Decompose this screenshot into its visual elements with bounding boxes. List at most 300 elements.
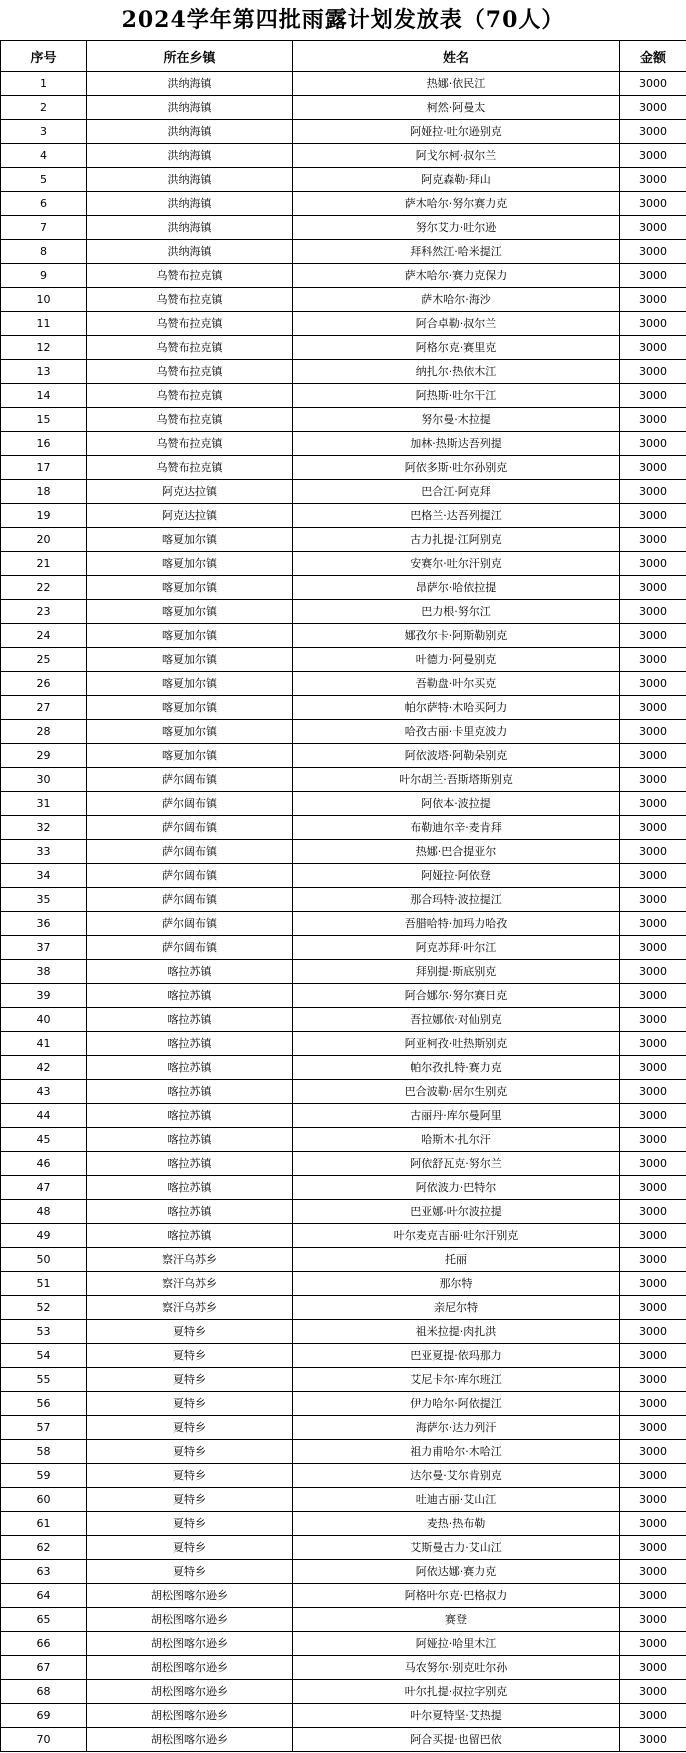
row-township: 阿克达拉镇 [87,480,293,504]
header-index: 序号 [1,41,87,72]
row-township: 喀夏加尔镇 [87,528,293,552]
table-row [1,768,686,792]
table-row [1,744,686,768]
row-name: 帕尔孜扎特·赛力克 [293,1056,620,1080]
row-amount: 3000 [620,216,686,240]
row-township: 夏特乡 [87,1392,293,1416]
row-name: 阿合娜尔·努尔赛日克 [293,984,620,1008]
table-row [1,312,686,336]
row-amount: 3000 [620,1224,686,1248]
table-row [1,720,686,744]
row-amount: 3000 [620,888,686,912]
row-amount: 3000 [620,1632,686,1656]
row-township: 夏特乡 [87,1368,293,1392]
table-row [1,1272,686,1296]
row-name: 阿克苏拜·叶尔江 [293,936,620,960]
row-township: 洪纳海镇 [87,168,293,192]
table-row [1,1416,686,1440]
row-name: 叶德力·阿曼别克 [293,648,620,672]
table-row [1,432,686,456]
row-township: 胡松图喀尔逊乡 [87,1656,293,1680]
row-amount: 3000 [620,960,686,984]
row-amount: 3000 [620,1512,686,1536]
row-name: 阿合卓勒·叔尔兰 [293,312,620,336]
row-township: 胡松图喀尔逊乡 [87,1728,293,1752]
row-index: 49 [1,1224,87,1248]
row-amount: 3000 [620,936,686,960]
row-amount: 3000 [620,1704,686,1728]
distribution-table [0,40,686,1752]
row-index: 65 [1,1608,87,1632]
table-row [1,120,686,144]
row-index: 57 [1,1416,87,1440]
row-index: 46 [1,1152,87,1176]
table-row [1,96,686,120]
row-name: 阿克森勒·拜山 [293,168,620,192]
row-amount: 3000 [620,1344,686,1368]
row-name: 努尔艾力·吐尔逊 [293,216,620,240]
row-index: 41 [1,1032,87,1056]
row-township: 喀夏加尔镇 [87,600,293,624]
row-township: 夏特乡 [87,1536,293,1560]
row-township: 胡松图喀尔逊乡 [87,1704,293,1728]
row-name: 吾腊哈特·加玛力哈孜 [293,912,620,936]
table-row [1,288,686,312]
row-name: 阿热斯·吐尔干江 [293,384,620,408]
row-name: 巴合波勒·居尔生别克 [293,1080,620,1104]
row-name: 巴合江·阿克拜 [293,480,620,504]
row-amount: 3000 [620,1176,686,1200]
row-township: 喀夏加尔镇 [87,552,293,576]
row-amount: 3000 [620,1440,686,1464]
row-index: 29 [1,744,87,768]
table-row [1,1488,686,1512]
table-row [1,1440,686,1464]
row-amount: 3000 [620,120,686,144]
row-index: 11 [1,312,87,336]
row-index: 25 [1,648,87,672]
row-township: 萨尔阔布镇 [87,864,293,888]
row-amount: 3000 [620,528,686,552]
row-index: 13 [1,360,87,384]
table-row [1,1536,686,1560]
table-row [1,672,686,696]
row-name: 巴亚夏提·依玛那力 [293,1344,620,1368]
header-amount: 金额 [620,41,686,72]
table-row [1,816,686,840]
row-township: 洪纳海镇 [87,72,293,96]
row-index: 20 [1,528,87,552]
row-township: 胡松图喀尔逊乡 [87,1584,293,1608]
row-amount: 3000 [620,1320,686,1344]
row-amount: 3000 [620,1248,686,1272]
row-amount: 3000 [620,552,686,576]
row-name: 热娜·依民江 [293,72,620,96]
row-amount: 3000 [620,672,686,696]
table-row [1,864,686,888]
row-township: 胡松图喀尔逊乡 [87,1632,293,1656]
row-name: 昂萨尔·哈依拉提 [293,576,620,600]
row-index: 8 [1,240,87,264]
row-amount: 3000 [620,1392,686,1416]
row-name: 拜科然江·哈米提江 [293,240,620,264]
row-township: 萨尔阔布镇 [87,912,293,936]
row-index: 40 [1,1008,87,1032]
table-row [1,1248,686,1272]
row-amount: 3000 [620,1008,686,1032]
row-township: 喀拉苏镇 [87,984,293,1008]
table-row [1,1584,686,1608]
row-index: 55 [1,1368,87,1392]
table-row [1,600,686,624]
row-name: 亲尼尔特 [293,1296,620,1320]
row-index: 32 [1,816,87,840]
row-index: 14 [1,384,87,408]
row-township: 喀夏加尔镇 [87,744,293,768]
row-name: 萨木哈尔·努尔赛力克 [293,192,620,216]
row-amount: 3000 [620,288,686,312]
row-township: 夏特乡 [87,1488,293,1512]
row-name: 吐迪古丽·艾山江 [293,1488,620,1512]
table-row [1,192,686,216]
row-township: 喀拉苏镇 [87,1128,293,1152]
row-amount: 3000 [620,1032,686,1056]
row-township: 喀拉苏镇 [87,960,293,984]
row-name: 麦热·热布勒 [293,1512,620,1536]
row-index: 34 [1,864,87,888]
table-row [1,1704,686,1728]
row-name: 艾尼卡尔·库尔班江 [293,1368,620,1392]
row-index: 10 [1,288,87,312]
row-name: 吾拉娜依·对仙别克 [293,1008,620,1032]
row-name: 叶尔麦克吉丽·吐尔汗别克 [293,1224,620,1248]
row-index: 6 [1,192,87,216]
row-amount: 3000 [620,264,686,288]
row-name: 安赛尔·吐尔汗别克 [293,552,620,576]
row-index: 54 [1,1344,87,1368]
row-index: 24 [1,624,87,648]
table-row [1,1152,686,1176]
row-township: 夏特乡 [87,1344,293,1368]
row-amount: 3000 [620,432,686,456]
row-index: 28 [1,720,87,744]
row-amount: 3000 [620,1368,686,1392]
row-index: 61 [1,1512,87,1536]
row-township: 乌赞布拉克镇 [87,312,293,336]
row-name: 巴亚娜·叶尔波拉提 [293,1200,620,1224]
row-amount: 3000 [620,504,686,528]
table-row [1,576,686,600]
row-township: 喀夏加尔镇 [87,648,293,672]
row-name: 哈孜古丽·卡里克波力 [293,720,620,744]
row-name: 热娜·巴合提亚尔 [293,840,620,864]
table-row [1,1680,686,1704]
row-name: 阿戈尔柯·叔尔兰 [293,144,620,168]
table-row [1,1344,686,1368]
row-township: 乌赞布拉克镇 [87,360,293,384]
table-row [1,696,686,720]
table-row [1,1104,686,1128]
row-name: 托丽 [293,1248,620,1272]
row-township: 喀拉苏镇 [87,1152,293,1176]
row-township: 夏特乡 [87,1416,293,1440]
row-name: 马农努尔·别克吐尔孙 [293,1656,620,1680]
row-index: 2 [1,96,87,120]
row-amount: 3000 [620,192,686,216]
row-amount: 3000 [620,408,686,432]
row-name: 达尔曼·艾尔肯别克 [293,1464,620,1488]
row-amount: 3000 [620,1680,686,1704]
table-row [1,264,686,288]
table-row [1,456,686,480]
row-index: 16 [1,432,87,456]
table-row [1,1512,686,1536]
row-name: 阿依多斯·吐尔孙别克 [293,456,620,480]
row-amount: 3000 [620,384,686,408]
row-index: 44 [1,1104,87,1128]
row-amount: 3000 [620,1080,686,1104]
row-name: 柯然·阿曼太 [293,96,620,120]
table-row [1,1728,686,1752]
row-name: 萨木哈尔·海沙 [293,288,620,312]
row-amount: 3000 [620,480,686,504]
row-township: 察汗乌苏乡 [87,1248,293,1272]
row-township: 洪纳海镇 [87,96,293,120]
row-amount: 3000 [620,1272,686,1296]
table-row [1,1368,686,1392]
row-township: 夏特乡 [87,1512,293,1536]
table-row [1,1464,686,1488]
row-name: 巴力根·努尔江 [293,600,620,624]
row-name: 加林·热斯达吾列提 [293,432,620,456]
row-name: 阿依舒瓦克·努尔兰 [293,1152,620,1176]
row-index: 70 [1,1728,87,1752]
row-name: 吾勒盘·叶尔买克 [293,672,620,696]
row-township: 洪纳海镇 [87,240,293,264]
row-township: 喀夏加尔镇 [87,696,293,720]
row-name: 赛登 [293,1608,620,1632]
table-row [1,1032,686,1056]
row-index: 9 [1,264,87,288]
row-name: 巴格兰·达吾列提江 [293,504,620,528]
row-name: 阿娅拉·吐尔逊别克 [293,120,620,144]
table-row [1,960,686,984]
row-township: 喀拉苏镇 [87,1008,293,1032]
row-township: 夏特乡 [87,1560,293,1584]
row-index: 56 [1,1392,87,1416]
row-amount: 3000 [620,168,686,192]
table-row [1,1560,686,1584]
row-amount: 3000 [620,1152,686,1176]
row-index: 38 [1,960,87,984]
row-name: 叶尔胡兰·吾斯塔斯别克 [293,768,620,792]
row-index: 45 [1,1128,87,1152]
row-index: 64 [1,1584,87,1608]
row-name: 阿合买提·也留巴依 [293,1728,620,1752]
row-township: 胡松图喀尔逊乡 [87,1680,293,1704]
row-index: 47 [1,1176,87,1200]
table-row [1,912,686,936]
row-amount: 3000 [620,312,686,336]
row-name: 那尔特 [293,1272,620,1296]
row-index: 42 [1,1056,87,1080]
row-index: 51 [1,1272,87,1296]
row-township: 喀拉苏镇 [87,1200,293,1224]
row-township: 乌赞布拉克镇 [87,288,293,312]
row-township: 萨尔阔布镇 [87,768,293,792]
row-amount: 3000 [620,336,686,360]
row-township: 萨尔阔布镇 [87,840,293,864]
table-row [1,1632,686,1656]
row-amount: 3000 [620,576,686,600]
row-index: 66 [1,1632,87,1656]
row-name: 布勒迪尔辛·麦肯拜 [293,816,620,840]
row-amount: 3000 [620,1536,686,1560]
row-name: 艾斯曼古力·艾山江 [293,1536,620,1560]
row-name: 叶尔夏特坚·艾热提 [293,1704,620,1728]
row-index: 4 [1,144,87,168]
table-row [1,1128,686,1152]
table-row [1,1080,686,1104]
table-row [1,408,686,432]
row-amount: 3000 [620,96,686,120]
table-row [1,240,686,264]
row-township: 喀拉苏镇 [87,1224,293,1248]
row-name: 帕尔萨特·木哈买阿力 [293,696,620,720]
row-township: 喀夏加尔镇 [87,576,293,600]
row-township: 萨尔阔布镇 [87,792,293,816]
row-index: 22 [1,576,87,600]
row-index: 60 [1,1488,87,1512]
table-row [1,648,686,672]
row-index: 27 [1,696,87,720]
row-township: 萨尔阔布镇 [87,816,293,840]
row-name: 阿格叶尔克·巴格叔力 [293,1584,620,1608]
row-index: 67 [1,1656,87,1680]
row-index: 63 [1,1560,87,1584]
table-row [1,1200,686,1224]
row-township: 喀拉苏镇 [87,1080,293,1104]
row-amount: 3000 [620,1488,686,1512]
row-name: 努尔曼·木拉提 [293,408,620,432]
row-amount: 3000 [620,1128,686,1152]
row-amount: 3000 [620,1416,686,1440]
row-index: 5 [1,168,87,192]
row-index: 33 [1,840,87,864]
row-township: 乌赞布拉克镇 [87,264,293,288]
row-index: 62 [1,1536,87,1560]
row-township: 喀夏加尔镇 [87,624,293,648]
row-amount: 3000 [620,144,686,168]
row-name: 萨木哈尔·赛力克保力 [293,264,620,288]
row-amount: 3000 [620,768,686,792]
row-name: 阿依波塔·阿勒朵别克 [293,744,620,768]
table-row [1,144,686,168]
row-township: 乌赞布拉克镇 [87,408,293,432]
row-index: 52 [1,1296,87,1320]
row-index: 39 [1,984,87,1008]
row-amount: 3000 [620,600,686,624]
row-index: 59 [1,1464,87,1488]
table-row [1,888,686,912]
row-name: 阿亚柯孜·吐热斯别克 [293,1032,620,1056]
table-row [1,1320,686,1344]
header-township: 所在乡镇 [87,41,293,72]
row-amount: 3000 [620,624,686,648]
row-amount: 3000 [620,72,686,96]
row-township: 喀拉苏镇 [87,1104,293,1128]
table-row [1,624,686,648]
table-row [1,360,686,384]
page-title: 2024学年第四批雨露计划发放表（70人） [121,7,565,33]
table-row [1,1176,686,1200]
row-amount: 3000 [620,1728,686,1752]
table-row [1,1656,686,1680]
row-amount: 3000 [620,360,686,384]
table-row [1,216,686,240]
table-row [1,840,686,864]
row-index: 35 [1,888,87,912]
row-township: 乌赞布拉克镇 [87,384,293,408]
table-row [1,1608,686,1632]
row-township: 洪纳海镇 [87,120,293,144]
row-index: 48 [1,1200,87,1224]
row-name: 阿依波力·巴特尔 [293,1176,620,1200]
row-index: 43 [1,1080,87,1104]
row-amount: 3000 [620,240,686,264]
row-township: 乌赞布拉克镇 [87,456,293,480]
row-township: 夏特乡 [87,1320,293,1344]
table-row [1,1296,686,1320]
row-name: 祖米拉提·肉扎洪 [293,1320,620,1344]
row-name: 阿娅拉·阿依登 [293,864,620,888]
row-index: 3 [1,120,87,144]
row-name: 古丽丹·库尔曼阿里 [293,1104,620,1128]
row-amount: 3000 [620,792,686,816]
row-index: 23 [1,600,87,624]
row-index: 7 [1,216,87,240]
row-index: 37 [1,936,87,960]
row-amount: 3000 [620,720,686,744]
row-name: 阿依本·波拉提 [293,792,620,816]
row-amount: 3000 [620,1560,686,1584]
row-index: 21 [1,552,87,576]
row-index: 1 [1,72,87,96]
row-amount: 3000 [620,696,686,720]
row-amount: 3000 [620,816,686,840]
table-row [1,1224,686,1248]
row-index: 58 [1,1440,87,1464]
row-township: 阿克达拉镇 [87,504,293,528]
row-index: 18 [1,480,87,504]
row-name: 伊力哈尔·阿依提江 [293,1392,620,1416]
table-row [1,504,686,528]
row-township: 夏特乡 [87,1464,293,1488]
table-row [1,480,686,504]
row-index: 68 [1,1680,87,1704]
row-index: 69 [1,1704,87,1728]
row-amount: 3000 [620,984,686,1008]
row-name: 娜孜尔卡·阿斯勒别克 [293,624,620,648]
table-row [1,1008,686,1032]
row-township: 喀拉苏镇 [87,1056,293,1080]
row-index: 15 [1,408,87,432]
table-row [1,72,686,96]
row-township: 胡松图喀尔逊乡 [87,1608,293,1632]
header-row [1,41,686,72]
table-row [1,792,686,816]
row-amount: 3000 [620,1104,686,1128]
